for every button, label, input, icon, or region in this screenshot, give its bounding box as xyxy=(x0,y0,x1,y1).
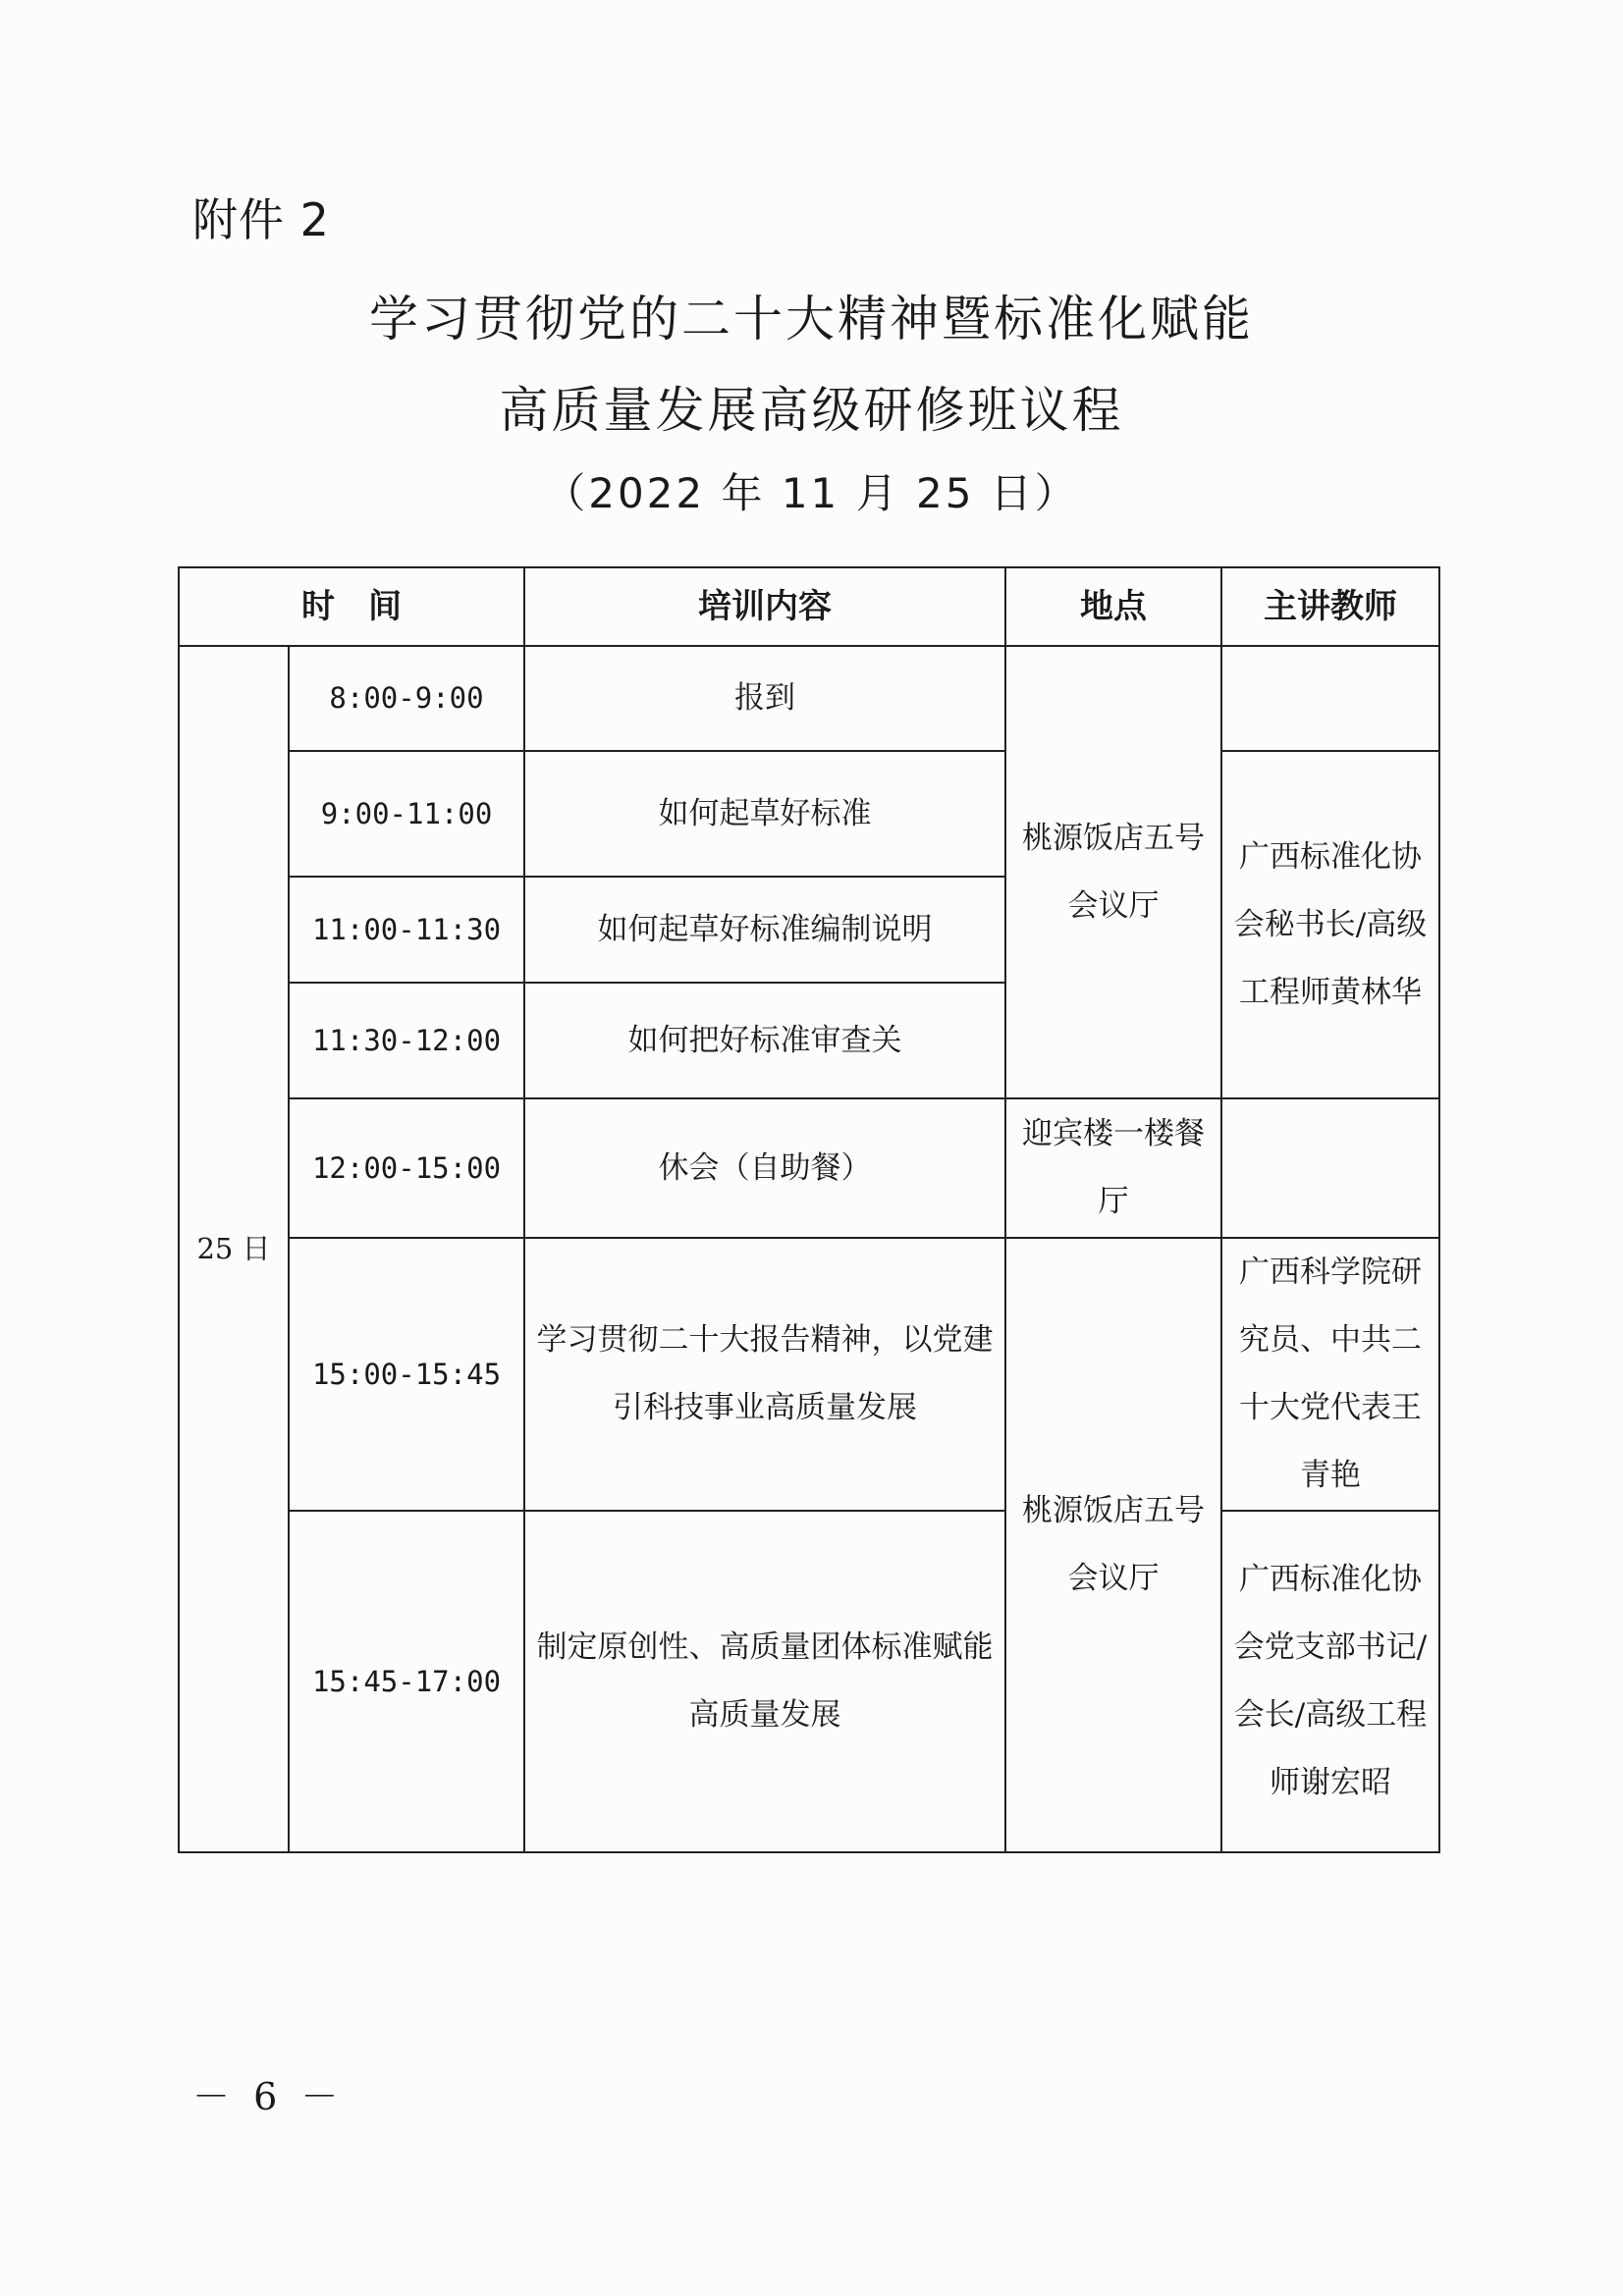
content-cell: 如何起草好标准编制说明 xyxy=(524,877,1005,983)
time-cell: 9:00-11:00 xyxy=(289,751,524,877)
table-row xyxy=(179,751,1439,877)
content-cell: 报到 xyxy=(524,646,1005,751)
lecturer-cell: 广西标准化协会党支部书记/会长/高级工程师谢宏昭 xyxy=(1221,1511,1439,1852)
table-row xyxy=(179,1098,1439,1238)
table-row xyxy=(179,646,1439,751)
content-cell: 如何把好标准审查关 xyxy=(524,983,1005,1098)
table-row xyxy=(179,1238,1439,1511)
location-cell: 迎宾楼一楼餐厅 xyxy=(1005,1098,1221,1238)
day-cell: 25 日 xyxy=(179,646,289,1852)
page-number: － 6 － xyxy=(192,2075,345,2118)
time-cell: 11:30-12:00 xyxy=(289,983,524,1098)
header-time: 时 间 xyxy=(179,567,524,646)
lecturer-cell: 广西科学院研究员、中共二十大党代表王青艳 xyxy=(1221,1238,1439,1511)
location-cell: 桃源饭店五号会议厅 xyxy=(1005,646,1221,1098)
header-content: 培训内容 xyxy=(524,567,1005,646)
agenda-table xyxy=(178,566,1440,1853)
lecturer-cell: 广西标准化协会秘书长/高级工程师黄林华 xyxy=(1221,751,1439,1098)
time-cell: 15:45-17:00 xyxy=(289,1511,524,1852)
content-cell: 学习贯彻二十大报告精神，以党建引科技事业高质量发展 xyxy=(524,1238,1005,1511)
time-cell: 11:00-11:30 xyxy=(289,877,524,983)
time-cell: 8:00-9:00 xyxy=(289,646,524,751)
header-lecturer: 主讲教师 xyxy=(1221,567,1439,646)
header-location: 地点 xyxy=(1005,567,1221,646)
time-cell: 15:00-15:45 xyxy=(289,1238,524,1511)
document-date: （2022 年 11 月 25 日） xyxy=(544,469,1079,517)
time-cell: 12:00-15:00 xyxy=(289,1098,524,1238)
location-cell: 桃源饭店五号会议厅 xyxy=(1005,1238,1221,1852)
lecturer-cell-empty xyxy=(1221,646,1439,751)
content-cell: 制定原创性、高质量团体标准赋能高质量发展 xyxy=(524,1511,1005,1852)
content-cell: 休会（自助餐） xyxy=(524,1098,1005,1238)
table-row xyxy=(179,1511,1439,1852)
attachment-label: 附件 2 xyxy=(192,193,330,246)
table-header-row xyxy=(179,567,1439,646)
lecturer-cell-empty xyxy=(1221,1098,1439,1238)
document-title-line1: 学习贯彻党的二十大精神暨标准化赋能 xyxy=(369,291,1254,347)
document-title-line2: 高质量发展高级研修班议程 xyxy=(499,382,1124,439)
content-cell: 如何起草好标准 xyxy=(524,751,1005,877)
